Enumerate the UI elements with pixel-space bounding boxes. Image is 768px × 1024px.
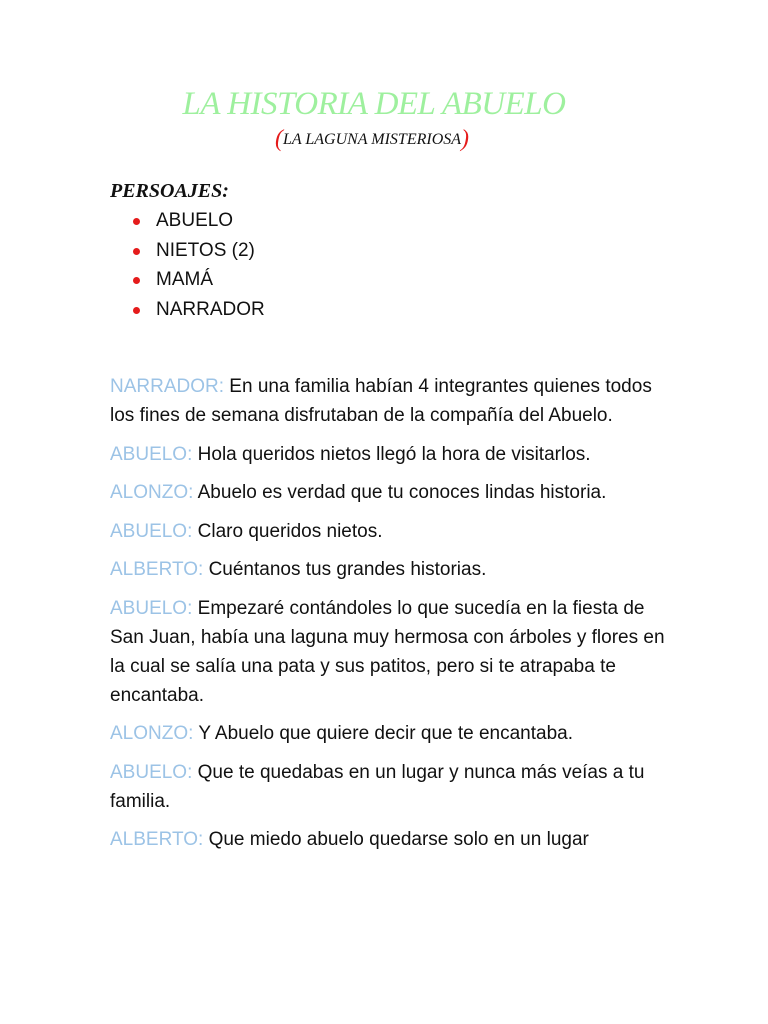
character-name: NARRADOR xyxy=(156,298,265,320)
dialogue-line xyxy=(110,372,670,430)
dialogue-line xyxy=(110,478,670,507)
bullet-icon xyxy=(133,277,140,284)
dialogue-text: Y Abuelo que quiere decir que te encantaba. xyxy=(193,723,574,744)
characters-heading: PERSOAJES: xyxy=(110,180,229,202)
dialogue-text: Hola queridos nietos llegó la hora de visitarlos. xyxy=(192,443,591,465)
bullet-icon xyxy=(133,248,140,255)
dialogue-line xyxy=(110,440,670,469)
dialogue-text: Claro queridos nietos. xyxy=(192,520,383,542)
dialogue-line xyxy=(110,555,670,584)
dialogue-text: En una familia habían 4 integrantes quienes todos los fines de semana disfrutaban de la compañía del Abuelo. xyxy=(110,376,652,426)
dialogue-text: Cuéntanos tus grandes historias. xyxy=(203,559,487,580)
dialogue-line xyxy=(110,825,670,854)
character-name: ABUELO xyxy=(156,210,234,231)
subtitle-text: LA LAGUNA MISTERIOSA xyxy=(282,131,462,148)
document-subtitle xyxy=(0,126,744,153)
speaker-name: ALONZO: xyxy=(110,723,194,744)
subtitle-close-paren: ) xyxy=(461,126,470,152)
character-item xyxy=(130,265,265,295)
dialogue-section xyxy=(110,372,670,864)
dialogue-text: Que miedo abuelo quedarse solo en un lugar xyxy=(203,829,589,850)
bullet-icon xyxy=(133,307,140,314)
speaker-name: ALBERTO: xyxy=(110,559,204,580)
dialogue-text: Abuelo es verdad que tu conoces lindas historia. xyxy=(193,482,607,503)
dialogue-line xyxy=(110,719,670,748)
speaker-name: ABUELO: xyxy=(110,597,193,619)
bullet-icon xyxy=(133,218,140,225)
speaker-name: ABUELO: xyxy=(110,761,193,783)
dialogue-line xyxy=(110,517,670,546)
dialogue-line xyxy=(110,758,670,816)
subtitle-open-paren: ( xyxy=(274,126,283,152)
speaker-name: ALONZO: xyxy=(110,482,194,503)
speaker-name: NARRADOR: xyxy=(110,376,225,397)
characters-list xyxy=(130,206,265,324)
dialogue-line xyxy=(110,594,670,710)
speaker-name: ABUELO: xyxy=(110,443,193,465)
character-item xyxy=(130,295,265,325)
character-item xyxy=(130,206,265,236)
speaker-name: ABUELO: xyxy=(110,520,193,542)
document-title: LA HISTORIA DEL ABUELO xyxy=(182,86,566,122)
character-name: MAMÁ xyxy=(156,269,213,290)
dialogue-text: Empezaré contándoles lo que sucedía en la fiesta de San Juan, había una laguna muy hermosa con árboles y flores en la cual se salía una pata y sus patitos, pero si te atrapaba te encantaba. xyxy=(110,597,665,706)
character-item xyxy=(130,236,265,266)
speaker-name: ALBERTO: xyxy=(110,829,204,850)
character-name: NIETOS (2) xyxy=(156,239,255,261)
dialogue-text: Que te quedabas en un lugar y nunca más veías a tu familia. xyxy=(110,761,645,812)
